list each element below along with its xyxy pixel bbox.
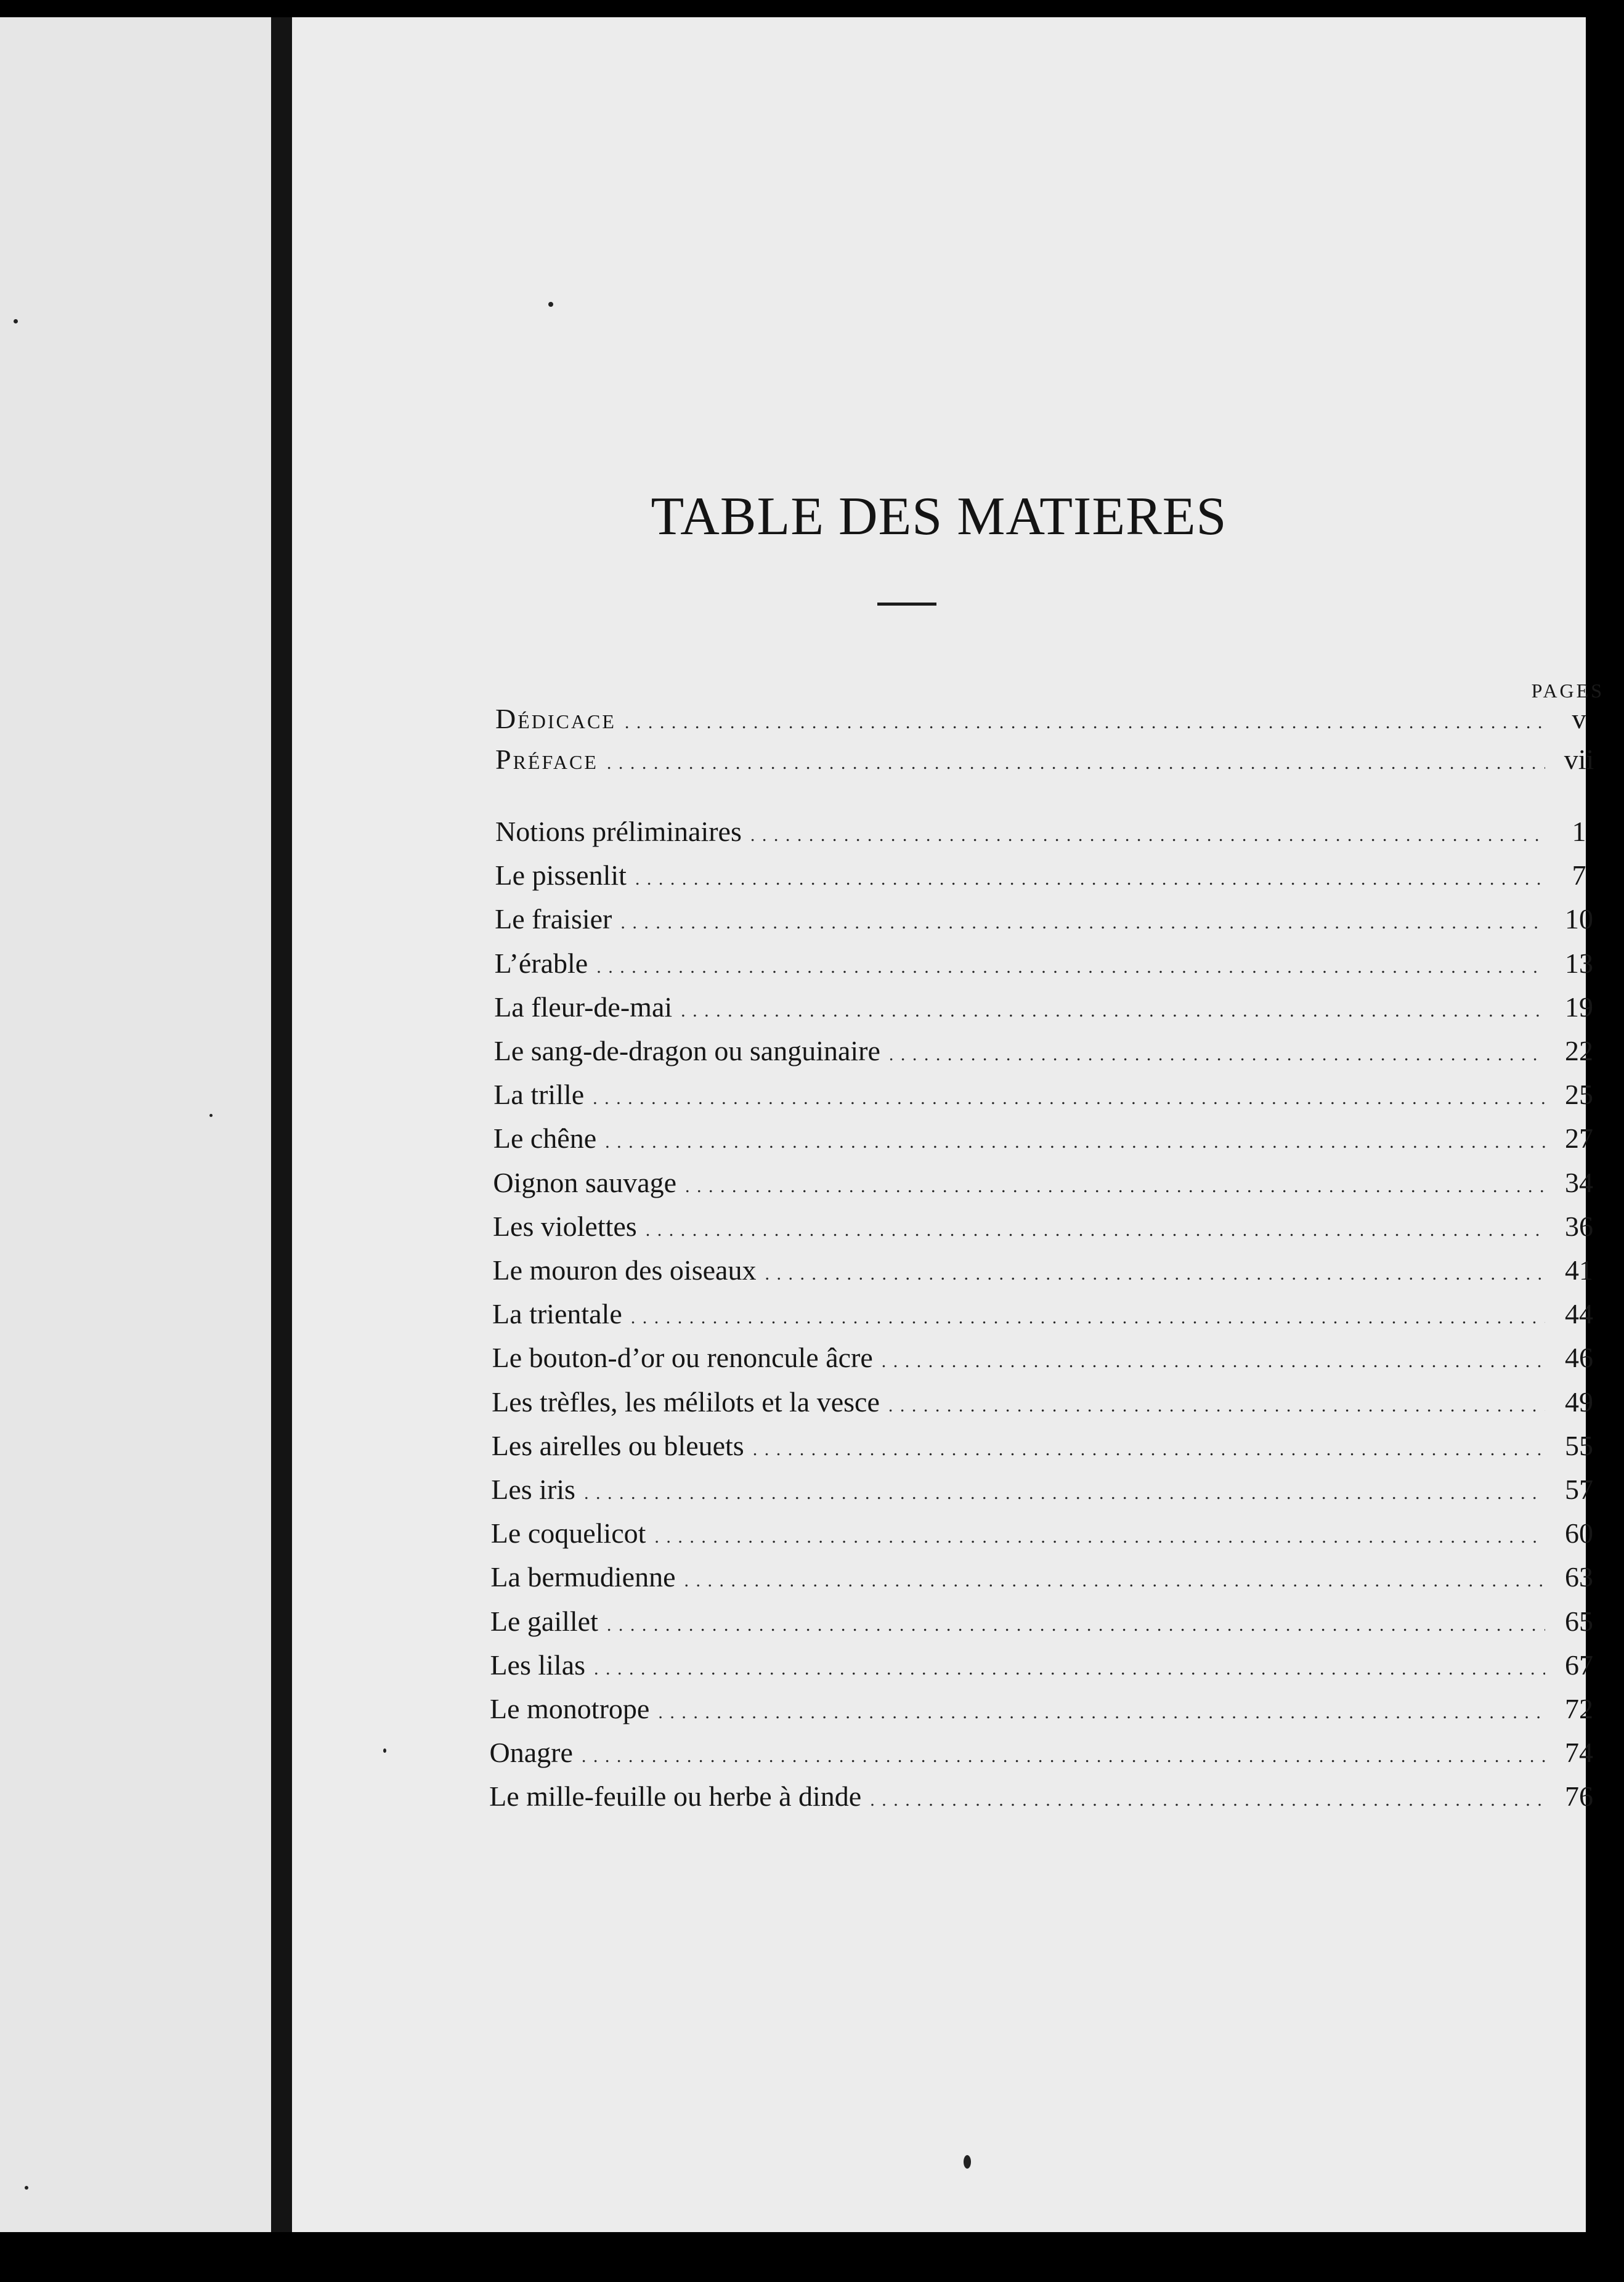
toc-entry-page: 67	[1564, 1649, 1593, 1681]
dot-leader	[882, 1341, 1545, 1374]
dot-leader	[888, 1386, 1545, 1418]
toc-entry	[493, 1254, 1605, 1286]
toc-entry-page: vii	[1564, 744, 1594, 775]
toc-entry-page: 46	[1564, 1342, 1593, 1374]
toc-page	[292, 17, 1604, 2232]
binding-gutter	[271, 17, 292, 2232]
toc-entry-label: Le coquelicot	[490, 1517, 646, 1549]
toc-entry-label: Les violettes	[492, 1210, 637, 1242]
toc-entry-label: Dédicace	[495, 703, 616, 734]
toc-entry-label: Le mille-feuille ou herbe à dinde	[489, 1781, 862, 1813]
toc-entry	[489, 1780, 1604, 1813]
toc-entry-page: 55	[1564, 1429, 1593, 1461]
ink-speck	[548, 302, 553, 307]
dot-leader	[654, 1517, 1545, 1549]
ink-speck	[25, 2186, 28, 2190]
toc-entry	[492, 1341, 1604, 1374]
toc-entry-label: La fleur-de-mai	[494, 991, 673, 1023]
toc-entry	[492, 1386, 1604, 1418]
toc-entry-label: Le chêne	[493, 1123, 597, 1155]
toc-entry-page: 63	[1564, 1561, 1593, 1593]
toc-entry	[490, 1736, 1604, 1769]
toc-entry	[493, 1210, 1604, 1243]
dot-leader	[870, 1780, 1545, 1813]
toc-entry-page: 76	[1564, 1781, 1593, 1813]
toc-entry-page: 19	[1564, 991, 1593, 1023]
toc-entry	[490, 1649, 1604, 1681]
ink-speck	[14, 319, 18, 323]
toc-entry-page: 1	[1572, 816, 1586, 847]
dot-leader	[596, 947, 1545, 980]
dot-leader	[658, 1692, 1545, 1725]
toc-entry	[492, 1429, 1604, 1462]
dot-leader	[620, 903, 1545, 935]
toc-entry-label: Les lilas	[490, 1649, 586, 1681]
toc-entry-page: 49	[1564, 1386, 1593, 1418]
title-rule	[877, 603, 936, 606]
ink-speck	[964, 2155, 971, 2169]
toc-entry-page: 65	[1564, 1605, 1593, 1637]
dot-leader	[607, 743, 1545, 776]
toc-entry	[495, 859, 1604, 891]
toc-entry-label: La bermudienne	[490, 1561, 676, 1593]
dot-leader	[765, 1254, 1545, 1286]
toc-entry-label: Onagre	[489, 1737, 573, 1769]
toc-entry-page: 41	[1565, 1254, 1593, 1286]
toc-entry-page: 72	[1565, 1693, 1593, 1724]
dot-leader	[594, 1649, 1545, 1681]
toc-entry	[495, 903, 1604, 935]
dot-leader	[681, 991, 1545, 1023]
toc-entry-label: Le gaillet	[490, 1605, 598, 1637]
dot-leader	[635, 859, 1545, 891]
toc-entry-preface	[495, 743, 1604, 776]
toc-entry-page: 7	[1572, 859, 1586, 891]
toc-entry-page: 34	[1564, 1166, 1593, 1198]
toc-entry-page: 74	[1564, 1737, 1593, 1769]
toc-entry-page: 22	[1565, 1035, 1593, 1066]
toc-entry	[493, 1166, 1604, 1199]
toc-entry-page: 27	[1564, 1123, 1593, 1155]
toc-entry-label: Les airelles ou bleuets	[491, 1429, 744, 1461]
left-facing-page	[0, 17, 271, 2232]
toc-entry-page: v	[1572, 703, 1586, 734]
dot-leader	[753, 1429, 1545, 1462]
toc-entry	[492, 1297, 1604, 1330]
toc-entry-page: 36	[1564, 1210, 1593, 1242]
toc-entry	[493, 1122, 1604, 1155]
ink-speck	[209, 1114, 213, 1117]
dot-leader	[684, 1561, 1545, 1593]
toc-entry	[491, 1517, 1604, 1549]
toc-entry-label: Préface	[495, 744, 598, 775]
dot-leader	[607, 1605, 1545, 1638]
dot-leader	[584, 1473, 1545, 1506]
dot-leader	[582, 1736, 1545, 1769]
toc-entry-label: Le sang-de-dragon ou sanguinaire	[493, 1035, 880, 1066]
toc-entry-label: Le mouron des oiseaux	[492, 1254, 757, 1286]
toc-entry-label: La trientale	[492, 1298, 622, 1330]
dot-leader	[750, 815, 1545, 848]
toc-entry-label: La trille	[493, 1079, 585, 1111]
toc-entry	[490, 1692, 1604, 1725]
toc-entry	[490, 1605, 1604, 1638]
toc-entry-page: 57	[1565, 1474, 1593, 1505]
toc-entry-label: Le monotrope	[490, 1693, 650, 1724]
toc-entry	[490, 1561, 1604, 1593]
toc-entry	[493, 1078, 1604, 1111]
pages-column-label: PAGES	[1531, 680, 1604, 702]
toc-entry	[491, 1473, 1604, 1506]
toc-entry-label: Les trèfles, les mélilots et la vesce	[492, 1386, 880, 1418]
toc-entry	[494, 991, 1604, 1023]
toc-entry-label: Notions préliminaires	[495, 816, 742, 847]
ink-speck	[383, 1748, 386, 1753]
toc-entry-label: L’érable	[494, 947, 588, 979]
dot-leader	[605, 1122, 1545, 1155]
toc-entry	[495, 815, 1604, 848]
toc-entry-label: Le fraisier	[495, 903, 612, 935]
dot-leader	[889, 1034, 1545, 1067]
toc-entry-page: 25	[1564, 1079, 1593, 1111]
toc-entry-page: 60	[1564, 1517, 1593, 1549]
dot-leader	[685, 1166, 1545, 1199]
toc-entry-label: Oignon sauvage	[493, 1166, 677, 1198]
page-title: TABLE DES MATIERES	[651, 487, 1227, 546]
dot-leader	[593, 1078, 1545, 1111]
toc-entry-label: Le pissenlit	[495, 859, 627, 891]
toc-entry-dedicace	[495, 702, 1604, 735]
dot-leader	[646, 1210, 1545, 1243]
toc-entry-page: 13	[1564, 947, 1593, 979]
toc-entry	[494, 1034, 1604, 1067]
toc-entry-page: 10	[1564, 903, 1593, 935]
toc-entry-label: Les iris	[491, 1474, 575, 1505]
dot-leader	[625, 702, 1545, 735]
dot-leader	[631, 1297, 1545, 1330]
toc-entry-page: 44	[1564, 1298, 1593, 1330]
toc-entry	[495, 947, 1604, 980]
toc-entry-label: Le bouton-d’or ou renoncule âcre	[492, 1342, 873, 1374]
